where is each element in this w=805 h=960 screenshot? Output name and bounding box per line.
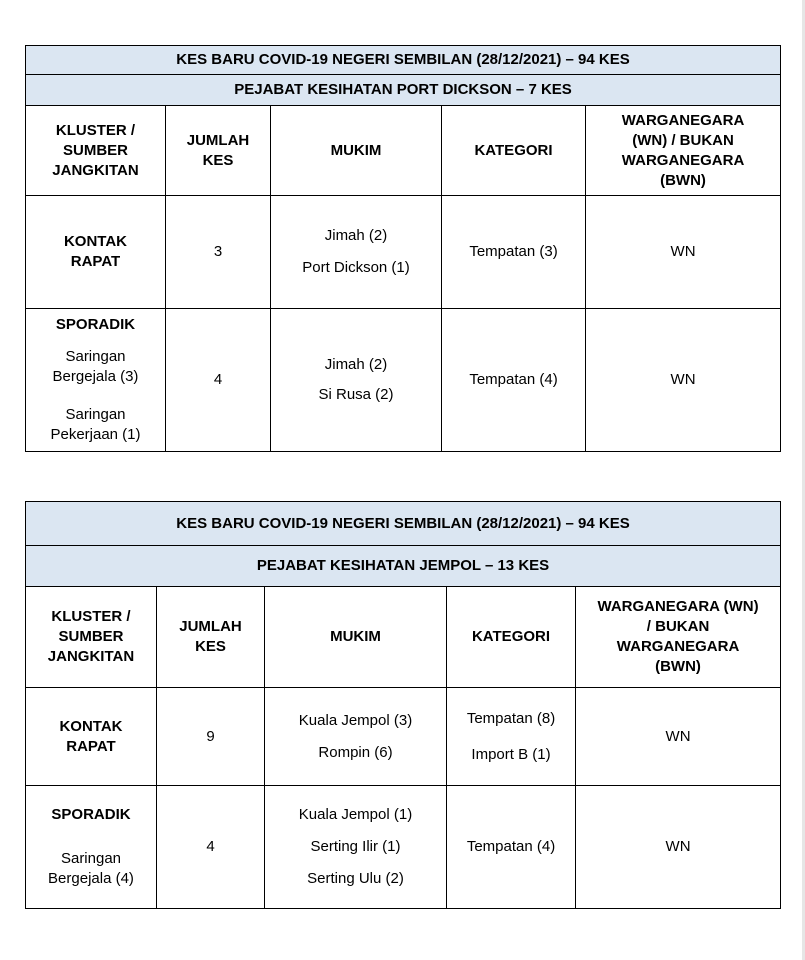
header-text: JANGKITAN: [52, 161, 139, 179]
office-title: PEJABAT KESIHATAN PORT DICKSON – 7 KES: [26, 75, 781, 106]
cluster-text: KONTAK: [63, 233, 128, 250]
count-cell: 4: [157, 786, 265, 909]
table-title: KES BARU COVID-19 NEGERI SEMBILAN (28/12/2021) – 94 KES: [26, 502, 781, 546]
header-cluster: [26, 106, 166, 196]
mukim-text: Serting Ulu (2): [307, 870, 404, 887]
header-citizenship: [586, 106, 781, 196]
cluster-cell: [26, 688, 157, 786]
cluster-cell: [26, 196, 166, 309]
category-cell: [447, 688, 576, 786]
mukim-text: Serting Ilir (1): [310, 838, 401, 855]
category-text: Tempatan (8): [466, 709, 556, 727]
header-text: SUMBER: [58, 628, 124, 645]
category-cell: Tempatan (3): [442, 196, 586, 309]
citizenship-cell: WN: [586, 196, 781, 309]
header-text: (WN) / BUKAN: [632, 131, 734, 149]
table-row: [26, 309, 781, 452]
header-text: (BWN): [655, 658, 701, 675]
header-text: / BUKAN: [646, 618, 710, 635]
table-row: [26, 196, 781, 309]
mukim-text: Jimah (2): [324, 356, 388, 373]
cluster-text: KONTAK: [59, 717, 123, 735]
mukim-cell: [265, 786, 447, 909]
header-text: JUMLAH: [186, 131, 250, 149]
cluster-text: SPORADIK: [51, 806, 131, 823]
header-category: KATEGORI: [442, 106, 586, 196]
header-mukim: MUKIM: [271, 106, 442, 196]
table-row: [26, 786, 781, 909]
mukim-text: Kuala Jempol (3): [298, 711, 413, 729]
header-text: WARGANEGARA (WN): [597, 598, 759, 615]
table-row: [26, 688, 781, 786]
cluster-sub-text: Pekerjaan (1): [50, 426, 141, 443]
header-citizenship: [576, 587, 781, 688]
citizenship-cell: WN: [586, 309, 781, 452]
header-category: KATEGORI: [447, 587, 576, 688]
cluster-cell: [26, 309, 166, 452]
header-text: WARGANEGARA: [621, 151, 745, 169]
table-title: KES BARU COVID-19 NEGERI SEMBILAN (28/12/2021) – 94 KES: [26, 46, 781, 75]
header-text: WARGANEGARA: [616, 638, 740, 655]
header-text: KLUSTER /: [51, 608, 131, 625]
mukim-cell: [271, 196, 442, 309]
cluster-cell: [26, 786, 157, 909]
header-text: WARGANEGARA: [621, 111, 745, 129]
cluster-text: SPORADIK: [55, 316, 136, 333]
mukim-cell: [271, 309, 442, 452]
category-text: Import B (1): [471, 745, 551, 763]
office-title: PEJABAT KESIHATAN JEMPOL – 13 KES: [26, 546, 781, 587]
count-cell: 4: [166, 309, 271, 452]
count-cell: 3: [166, 196, 271, 309]
cluster-sub-text: Saringan: [60, 850, 122, 867]
mukim-text: Si Rusa (2): [318, 386, 394, 403]
cluster-sub-text: Bergejala (3): [52, 368, 139, 385]
category-cell: Tempatan (4): [442, 309, 586, 452]
citizenship-cell: WN: [576, 688, 781, 786]
citizenship-cell: WN: [576, 786, 781, 909]
cluster-text: RAPAT: [66, 737, 116, 755]
header-text: SUMBER: [62, 141, 128, 159]
header-count: [166, 106, 271, 196]
category-cell: Tempatan (4): [447, 786, 576, 909]
mukim-text: Port Dickson (1): [302, 259, 410, 276]
header-count: [157, 587, 265, 688]
jempol-table: [25, 501, 781, 909]
cluster-text: RAPAT: [70, 253, 121, 270]
cluster-sub-text: Saringan: [65, 348, 126, 365]
header-text: (BWN): [660, 171, 706, 189]
port-dickson-table: [25, 45, 781, 452]
mukim-text: Rompin (6): [318, 743, 393, 761]
header-mukim: MUKIM: [265, 587, 447, 688]
header-text: JANGKITAN: [47, 648, 135, 665]
header-text: KES: [202, 151, 234, 169]
mukim-text: Jimah (2): [324, 227, 388, 244]
header-text: KES: [195, 638, 226, 655]
cluster-sub-text: Saringan: [65, 406, 126, 423]
mukim-text: Kuala Jempol (1): [298, 806, 413, 823]
mukim-cell: [265, 688, 447, 786]
header-text: JUMLAH: [179, 618, 242, 635]
count-cell: 9: [157, 688, 265, 786]
header-text: KLUSTER /: [55, 121, 136, 139]
cluster-sub-text: Bergejala (4): [48, 870, 134, 887]
header-cluster: [26, 587, 157, 688]
